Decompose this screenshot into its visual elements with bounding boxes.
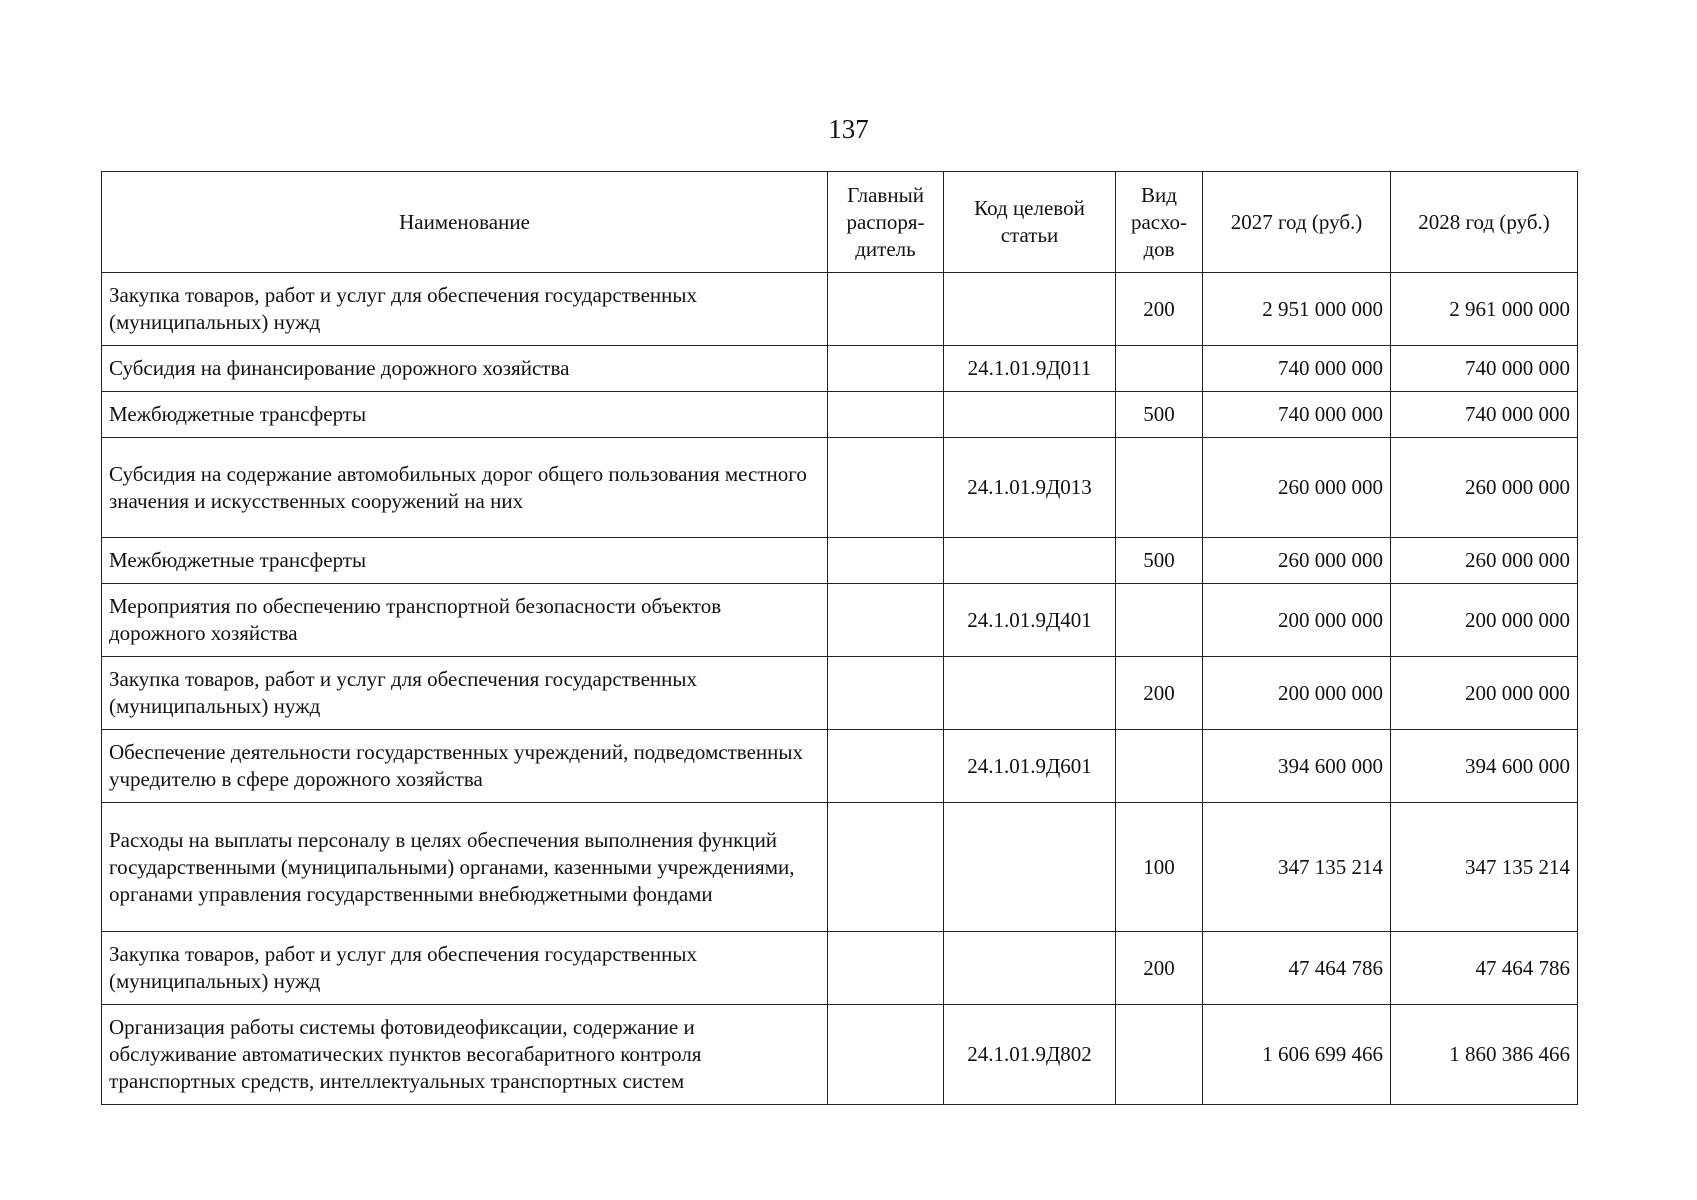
- cell-year-2028: 347 135 214: [1391, 803, 1578, 932]
- cell-expense-type: 100: [1116, 803, 1203, 932]
- cell-year-2027: 740 000 000: [1203, 346, 1391, 392]
- table-row: [102, 346, 1578, 392]
- cell-year-2027: 200 000 000: [1203, 657, 1391, 730]
- cell-year-2028: 260 000 000: [1391, 438, 1578, 538]
- cell-main-manager: [828, 803, 944, 932]
- cell-year-2027: 200 000 000: [1203, 584, 1391, 657]
- cell-main-manager: [828, 273, 944, 346]
- cell-target-code: 24.1.01.9Д011: [944, 346, 1116, 392]
- cell-year-2028: 200 000 000: [1391, 584, 1578, 657]
- cell-expense-type: [1116, 584, 1203, 657]
- cell-main-manager: [828, 657, 944, 730]
- cell-name: Расходы на выплаты персоналу в целях обеспечения выполнения функций государственными (муниципальными) органами, казенными учреждениями, органами управления государственными внебюджетными фондами: [102, 803, 828, 932]
- cell-main-manager: [828, 730, 944, 803]
- cell-year-2028: 740 000 000: [1391, 346, 1578, 392]
- cell-name: Закупка товаров, работ и услуг для обеспечения государственных (муниципальных) нужд: [102, 273, 828, 346]
- header-expense-type: Вид расхо-дов: [1116, 172, 1203, 273]
- table-row: [102, 438, 1578, 538]
- table-row: [102, 538, 1578, 584]
- cell-target-code: 24.1.01.9Д601: [944, 730, 1116, 803]
- cell-year-2028: 47 464 786: [1391, 932, 1578, 1005]
- cell-expense-type: [1116, 438, 1203, 538]
- cell-main-manager: [828, 538, 944, 584]
- cell-year-2027: 347 135 214: [1203, 803, 1391, 932]
- cell-year-2027: 1 606 699 466: [1203, 1005, 1391, 1105]
- cell-year-2028: 1 860 386 466: [1391, 1005, 1578, 1105]
- cell-expense-type: 200: [1116, 273, 1203, 346]
- cell-name: Межбюджетные трансферты: [102, 538, 828, 584]
- cell-name: Межбюджетные трансферты: [102, 392, 828, 438]
- cell-name: Организация работы системы фотовидеофиксации, содержание и обслуживание автоматических пунктов весогабаритного контроля транспортных средств, интеллектуальных транспортных систем: [102, 1005, 828, 1105]
- cell-main-manager: [828, 346, 944, 392]
- table-row: [102, 657, 1578, 730]
- cell-year-2028: 394 600 000: [1391, 730, 1578, 803]
- cell-year-2027: 47 464 786: [1203, 932, 1391, 1005]
- cell-target-code: [944, 657, 1116, 730]
- cell-name: Закупка товаров, работ и услуг для обеспечения государственных (муниципальных) нужд: [102, 932, 828, 1005]
- header-main-manager: Главный распоря-дитель: [828, 172, 944, 273]
- cell-target-code: [944, 538, 1116, 584]
- cell-main-manager: [828, 932, 944, 1005]
- table-row: [102, 392, 1578, 438]
- cell-target-code: 24.1.01.9Д802: [944, 1005, 1116, 1105]
- cell-target-code: [944, 273, 1116, 346]
- header-year-2027: 2027 год (руб.): [1203, 172, 1391, 273]
- cell-expense-type: [1116, 1005, 1203, 1105]
- cell-expense-type: 500: [1116, 392, 1203, 438]
- cell-expense-type: 200: [1116, 932, 1203, 1005]
- cell-year-2027: 394 600 000: [1203, 730, 1391, 803]
- cell-year-2027: 740 000 000: [1203, 392, 1391, 438]
- cell-target-code: [944, 932, 1116, 1005]
- budget-table: [101, 171, 1578, 1105]
- cell-target-code: 24.1.01.9Д013: [944, 438, 1116, 538]
- cell-name: Закупка товаров, работ и услуг для обеспечения государственных (муниципальных) нужд: [102, 657, 828, 730]
- cell-year-2027: 2 951 000 000: [1203, 273, 1391, 346]
- cell-year-2028: 260 000 000: [1391, 538, 1578, 584]
- table-row: [102, 932, 1578, 1005]
- cell-name: Субсидия на финансирование дорожного хозяйства: [102, 346, 828, 392]
- table-row: [102, 730, 1578, 803]
- cell-main-manager: [828, 438, 944, 538]
- cell-target-code: 24.1.01.9Д401: [944, 584, 1116, 657]
- cell-main-manager: [828, 584, 944, 657]
- cell-year-2028: 200 000 000: [1391, 657, 1578, 730]
- header-target-code: Код целевой статьи: [944, 172, 1116, 273]
- cell-main-manager: [828, 392, 944, 438]
- cell-name: Мероприятия по обеспечению транспортной безопасности объектов дорожного хозяйства: [102, 584, 828, 657]
- table-row: [102, 273, 1578, 346]
- table-row: [102, 584, 1578, 657]
- cell-target-code: [944, 392, 1116, 438]
- cell-name: Обеспечение деятельности государственных учреждений, подведомственных учредителю в сфере дорожного хозяйства: [102, 730, 828, 803]
- table-row: [102, 803, 1578, 932]
- header-year-2028: 2028 год (руб.): [1391, 172, 1578, 273]
- cell-main-manager: [828, 1005, 944, 1105]
- page-number: 137: [828, 114, 869, 144]
- table-row: [102, 1005, 1578, 1105]
- cell-year-2027: 260 000 000: [1203, 438, 1391, 538]
- cell-expense-type: 500: [1116, 538, 1203, 584]
- cell-target-code: [944, 803, 1116, 932]
- header-name: Наименование: [102, 172, 828, 273]
- cell-year-2028: 2 961 000 000: [1391, 273, 1578, 346]
- cell-name: Субсидия на содержание автомобильных дорог общего пользования местного значения и искусственных сооружений на них: [102, 438, 828, 538]
- cell-expense-type: [1116, 346, 1203, 392]
- cell-year-2027: 260 000 000: [1203, 538, 1391, 584]
- cell-expense-type: [1116, 730, 1203, 803]
- cell-expense-type: 200: [1116, 657, 1203, 730]
- cell-year-2028: 740 000 000: [1391, 392, 1578, 438]
- table-header-row: [102, 172, 1578, 273]
